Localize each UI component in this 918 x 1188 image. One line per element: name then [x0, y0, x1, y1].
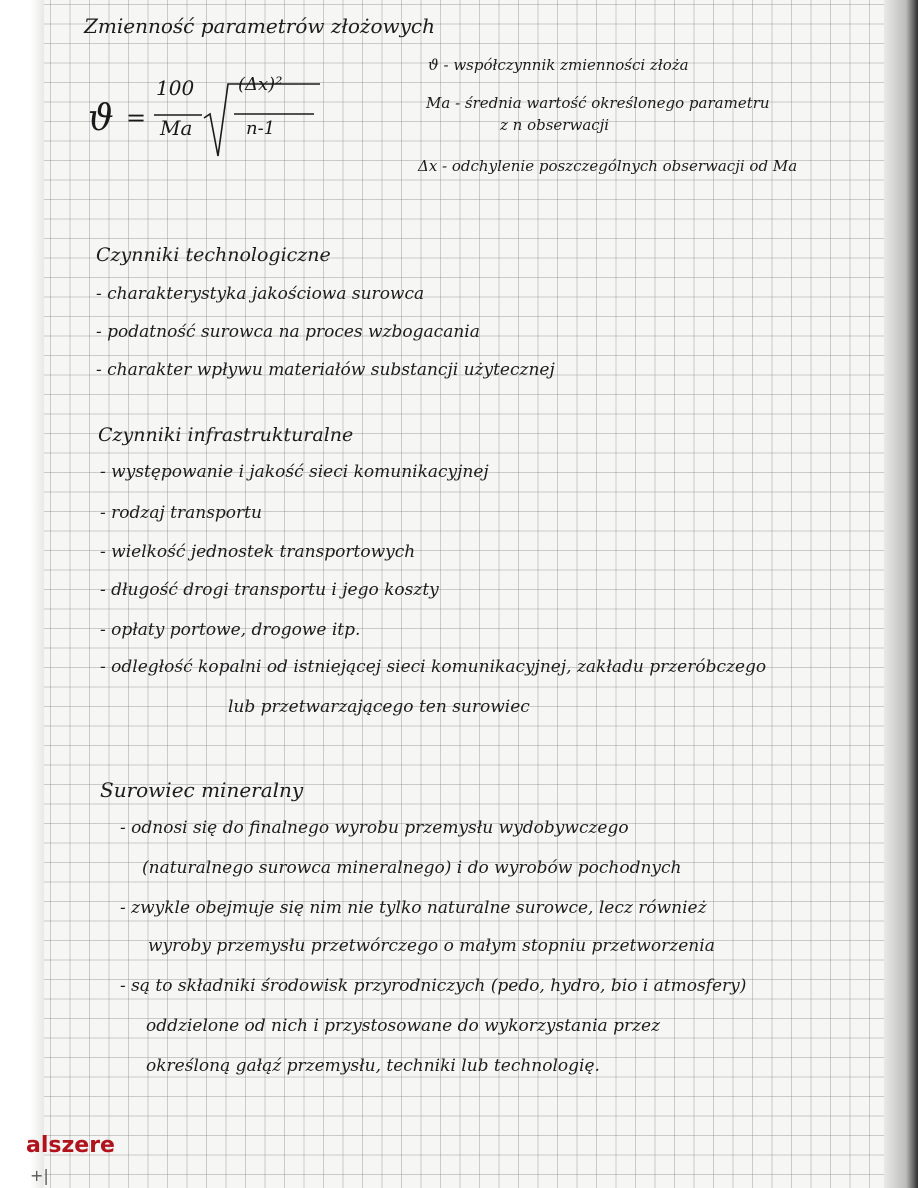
variability-formula: [88, 70, 328, 160]
list-item-continuation: (naturalnego surowca mineralnego) i do wyrobów pochodnych: [142, 858, 682, 878]
scan-left-margin: [0, 0, 44, 1188]
list-item: - odnosi się do finalnego wyrobu przemysłu wydobywczego: [120, 818, 629, 838]
section-heading-mineral: Surowiec mineralny: [100, 778, 304, 802]
list-item-continuation: lub przetwarzającego ten surowiec: [228, 697, 530, 717]
theta-symbol: ϑ: [88, 98, 114, 139]
scan-right-edge: [884, 0, 918, 1188]
list-item-continuation: wyroby przemysłu przetwórczego o małym stopniu przetworzenia: [148, 936, 715, 956]
root-denominator: n-1: [246, 118, 276, 139]
list-item: - wielkość jednostek transportowych: [100, 542, 416, 562]
list-item: - podatność surowca na proces wzbogacania: [96, 322, 480, 342]
equals-sign: =: [126, 104, 147, 132]
list-item-continuation: oddzielone od nich i przystosowane do wykorzystania przez: [146, 1016, 661, 1036]
list-item: - są to składniki środowisk przyrodniczych (pedo, hydro, bio i atmosfery): [120, 976, 747, 996]
list-item: - rodzaj transportu: [100, 503, 262, 523]
section-heading-infrastructure: Czynniki infrastrukturalne: [98, 424, 354, 446]
list-item: - odległość kopalni od istniejącej sieci komunikacyjnej, zakładu przeróbczego: [100, 657, 767, 677]
legend-ma-line1: Ma - średnia wartość określonego parametru: [426, 94, 770, 112]
watermark-logo: alszere: [26, 1133, 115, 1158]
legend-ma-line2: z n obserwacji: [500, 116, 610, 134]
list-item: - długość drogi transportu i jego koszty: [100, 580, 439, 600]
list-item: - zwykle obejmuje się nim nie tylko naturalne surowce, lecz również: [120, 898, 707, 918]
formula-strokes: [88, 70, 328, 160]
legend-theta: ϑ - współczynnik zmienności złoża: [428, 56, 689, 74]
formula-numerator: 100: [156, 76, 195, 100]
list-item-continuation: określoną gałąź przemysłu, techniki lub technologię.: [146, 1056, 600, 1076]
page-title: Zmienność parametrów złożowych: [84, 14, 435, 38]
list-item: - charakter wpływu materiałów substancji użytecznej: [96, 360, 555, 380]
list-item: - charakterystyka jakościowa surowca: [96, 284, 425, 304]
legend-dx: Δx - odchylenie poszczególnych obserwacji od Ma: [418, 157, 798, 175]
formula-denominator: Ma: [160, 116, 193, 140]
list-item: - występowanie i jakość sieci komunikacyjnej: [100, 462, 489, 482]
corner-mark: +|: [30, 1166, 49, 1185]
section-heading-technological: Czynniki technologiczne: [96, 244, 331, 266]
root-numerator: (Δx)²: [238, 74, 283, 95]
list-item: - opłaty portowe, drogowe itp.: [100, 620, 361, 640]
